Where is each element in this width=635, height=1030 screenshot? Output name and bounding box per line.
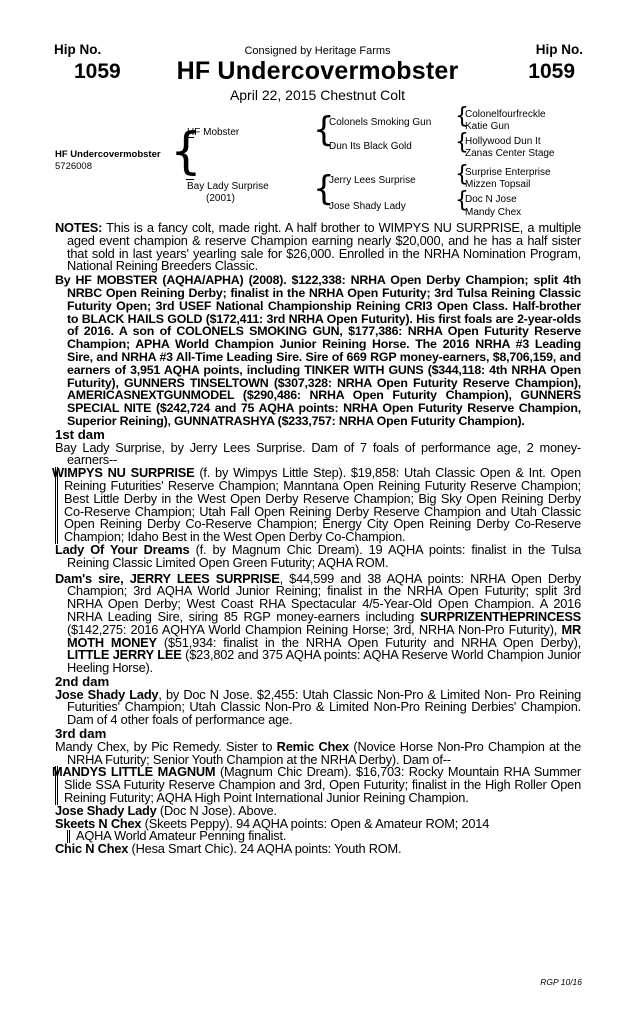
connector [186, 179, 194, 180]
notes-text: This is a fancy colt, made right. A half brother to WIMPYS NU SURPRISE, a multiple aged event champion & reserve Champion earning nearly $20,000, and he has a half sister that sold in last years' yearling sale for $26,000. Enrolled in the NRHA Nomination Program, National Reining Breeders Classic. [67, 220, 581, 274]
brace-gen1: { [170, 122, 202, 180]
dam-text: Mandy Chex, by Pic Remedy. Sister to [55, 738, 277, 754]
third-dam-heading: 3rd dam [55, 726, 107, 742]
pedigree-sire: HF Mobster [187, 127, 240, 138]
dams-sire-text: ($142,275: 2016 AQHYA World Champion Reining Horse; 3rd, NRHA Non-Pro Futurity), [67, 621, 562, 637]
brace-gen3: { [455, 130, 469, 155]
pedigree-g3: Colonelfourfreckle [465, 109, 546, 120]
horse-name: SURPRIZENTHEPRINCESS [420, 608, 581, 624]
connector [186, 137, 194, 138]
foal-name: Chic N Chex [55, 841, 129, 857]
dams-sire-text: ($23,802 and 375 AQHA points: AQHA Reserve World Champion Junior Heeling Horse). [67, 647, 581, 676]
first-dam-heading: 1st dam [55, 426, 105, 442]
pedigree-g3: Zanas Center Stage [465, 148, 555, 159]
sire-paragraph: By HF MOBSTER (AQHA/APHA) (2008). $122,338: NRHA Open Derby Champion; split 4th NRBC Open Reining Derby; finalist in the NRHA Open Futurity; 3rd Tulsa Reining Classic Futurity Open; 3rd USEF National Championship Reining CRI3 Open Class. Half-brother to BLACK HAILS GOLD ($172,411: 3rd NRHA Open Futurity). His first foals are 2-year-olds of 2016. A son of COLONELS SMOKING GUN, $177,386: NRHA Open Futurity Reserve Champion; APHA World Champion Junior Reining Horse. The 2016 NRHA #3 Leading Sire, and NRHA #3 All-Time Leading Sire. Sire of 669 RGP money-earners, $8,706,159, and earners of 3,951 AQHA points, including TINKER WITH GUNS ($344,118: 4th NRHA Open Futurity), GUNNERS TINSELTOWN ($307,328: NRHA Open Futurity Reserve Champion), AMERICASNEXTGUNMODEL ($290,486: NRHA Open Futurity Champion), GUNNERS SPECIAL NITE ($242,724 and 75 AQHA points: NRHA Open Futurity Reserve Champion, Superior Reining), GUNNATRASHYA ($233,757: NRHA Open Futurity Champion). [55, 273, 581, 428]
foal-name: MANDYS LITTLE MAGNUM [52, 764, 216, 780]
produce-record [55, 541, 581, 570]
hip-number-left: 1059 [74, 60, 121, 83]
pedigree-g3: Mandy Chex [465, 207, 522, 218]
brace-gen3: { [455, 188, 469, 213]
foal-name: Jose Shady Lady [55, 802, 157, 818]
third-dam-intro [55, 738, 582, 767]
horse-name: MR MOTH MONEY [67, 621, 581, 650]
horse-name: Remic Chex [276, 738, 349, 754]
brace-gen2b: { [313, 169, 335, 209]
catalog-body [52, 220, 582, 857]
dam-text: (Novice Horse Non-Pro Champion at the NRHA Futurity; Senior Youth Champion at the NRHA Derby). Dam of-- [67, 738, 582, 767]
produce-record-continued: AQHA World Amateur Penning finalist. [67, 830, 581, 843]
pedigree-sire-dam: Dun Its Black Gold [329, 141, 412, 152]
notes-label: NOTES: [55, 220, 103, 235]
pedigree-g3: Surprise Enterprise [465, 167, 551, 178]
dam-name: Jose Shady Lady [55, 686, 159, 702]
pedigree-dam-year: (2001) [206, 193, 235, 204]
brace-gen3: { [455, 104, 469, 129]
foal-text: (Hesa Smart Chic). 24 AQHA points: Youth ROM. [128, 841, 402, 857]
pedigree-subject: HF Undercovermobster [55, 149, 161, 160]
pedigree-g3: Mizzen Topsail [465, 179, 531, 190]
dam-text: , by Doc N Jose. $2,455: Utah Classic Non-Pro & Limited Non- Pro Reining Futurities' Champion; Utah Classic Non-Pro & Limited Non-Pro Reining Derbies' Champion. Dam of 4 other foals of performance age. [67, 686, 581, 728]
hip-label-left: Hip No. [54, 42, 102, 57]
dams-sire-text: , $44,599 and 38 AQHA points: NRHA Open Derby Champion; 3rd AQHA World Junior Reining; finalist in the NRHA Open Futurity; split 3rd NRHA Open Derby; West Coast RHA Spectacular 4/5-Year-Old Open Champion. A 2016 NRHA Leading Sire, siring 85 RGP money-earners including [67, 570, 581, 624]
horse-name: LITTLE JERRY LEE [67, 647, 182, 663]
pedigree-g3: Katie Gun [465, 121, 510, 132]
hip-number-right: 1059 [528, 60, 575, 83]
consignor: Consigned by Heritage Farms [244, 45, 391, 57]
foal-text: (f. by Magnum Chic Dream). 19 AQHA points: finalist in the Tulsa Reining Classic Limited Open Green Futurity; AQHA ROM. [67, 541, 581, 570]
produce-record [52, 764, 581, 806]
foal-text: (Skeets Peppy). 94 AQHA points: Open & Amateur ROM; 2014 [141, 815, 490, 831]
dams-sire-label: Dam's sire, JERRY LEES SURPRISE [55, 570, 280, 586]
pedigree-dam-dam: Jose Shady Lady [329, 201, 406, 212]
pedigree-subject-reg: 5726008 [55, 161, 92, 172]
dams-sire-text: ($51,934: finalist in the NRHA Open Futurity and NRHA Open Derby), [156, 634, 581, 650]
brace-gen2a: { [313, 110, 335, 150]
pedigree-g3: Doc N Jose [465, 194, 517, 205]
pedigree-g3: Hollywood Dun It [465, 136, 541, 147]
pedigree-dam: Bay Lady Surprise [187, 181, 269, 192]
brace-gen3: { [455, 162, 469, 187]
foal-name: WIMPYS NU SURPRISE [52, 465, 195, 481]
foal-text: (Magnum Chic Dream). $16,703: Rocky Mountain RHA Summer Slide SSA Futurity Reserve Champion and 3rd, Open Futurity; finalist in the High Roller Open Reining Futurity; AQHA High Point International Junior Reining Champion. [64, 764, 581, 806]
foal-text: (f. by Wimpys Little Step). $19,858: Utah Classic Open & Int. Open Reining Futurities' Reserve Champion; Manntana Open Reining Futurity Reserve Champion; Best Little Derby in the West Open Derby Reserve Champion; Big Sky Open Reining Derby Co-Reserve Champion; Utah Fall Open Reining Derby Reserve Champion and Utah Classic Open Reining Derby Co-Reserve Champion; Energy City Open Reining Derby Co-Reserve Champion; Idaho Best in the West Open Derby Co-Champion. [64, 465, 581, 545]
hip-label-right: Hip No. [535, 42, 583, 57]
foal-name: Lady Of Your Dreams [55, 541, 190, 557]
second-dam-paragraph [55, 686, 581, 728]
pedigree-dam-sire: Jerry Lees Surprise [329, 175, 416, 186]
horse-name: HF Undercovermobster [176, 57, 459, 85]
produce-record [52, 465, 581, 545]
dams-sire-paragraph [55, 570, 581, 676]
produce-record [55, 843, 581, 856]
first-dam-intro: Bay Lady Surprise, by Jerry Lees Surprise. Dam of 7 foals of performance age, 2 money-earners-- [55, 439, 581, 468]
foal-name: Skeets N Chex [55, 815, 142, 831]
footer-code: RGP 10/16 [540, 977, 582, 987]
foaling-info: April 22, 2015 Chestnut Colt [229, 87, 406, 103]
pedigree-sire-sire: Colonels Smoking Gun [329, 117, 432, 128]
notes [55, 222, 581, 273]
foal-text: (Doc N Jose). Above. [156, 802, 277, 818]
second-dam-heading: 2nd dam [55, 673, 110, 689]
